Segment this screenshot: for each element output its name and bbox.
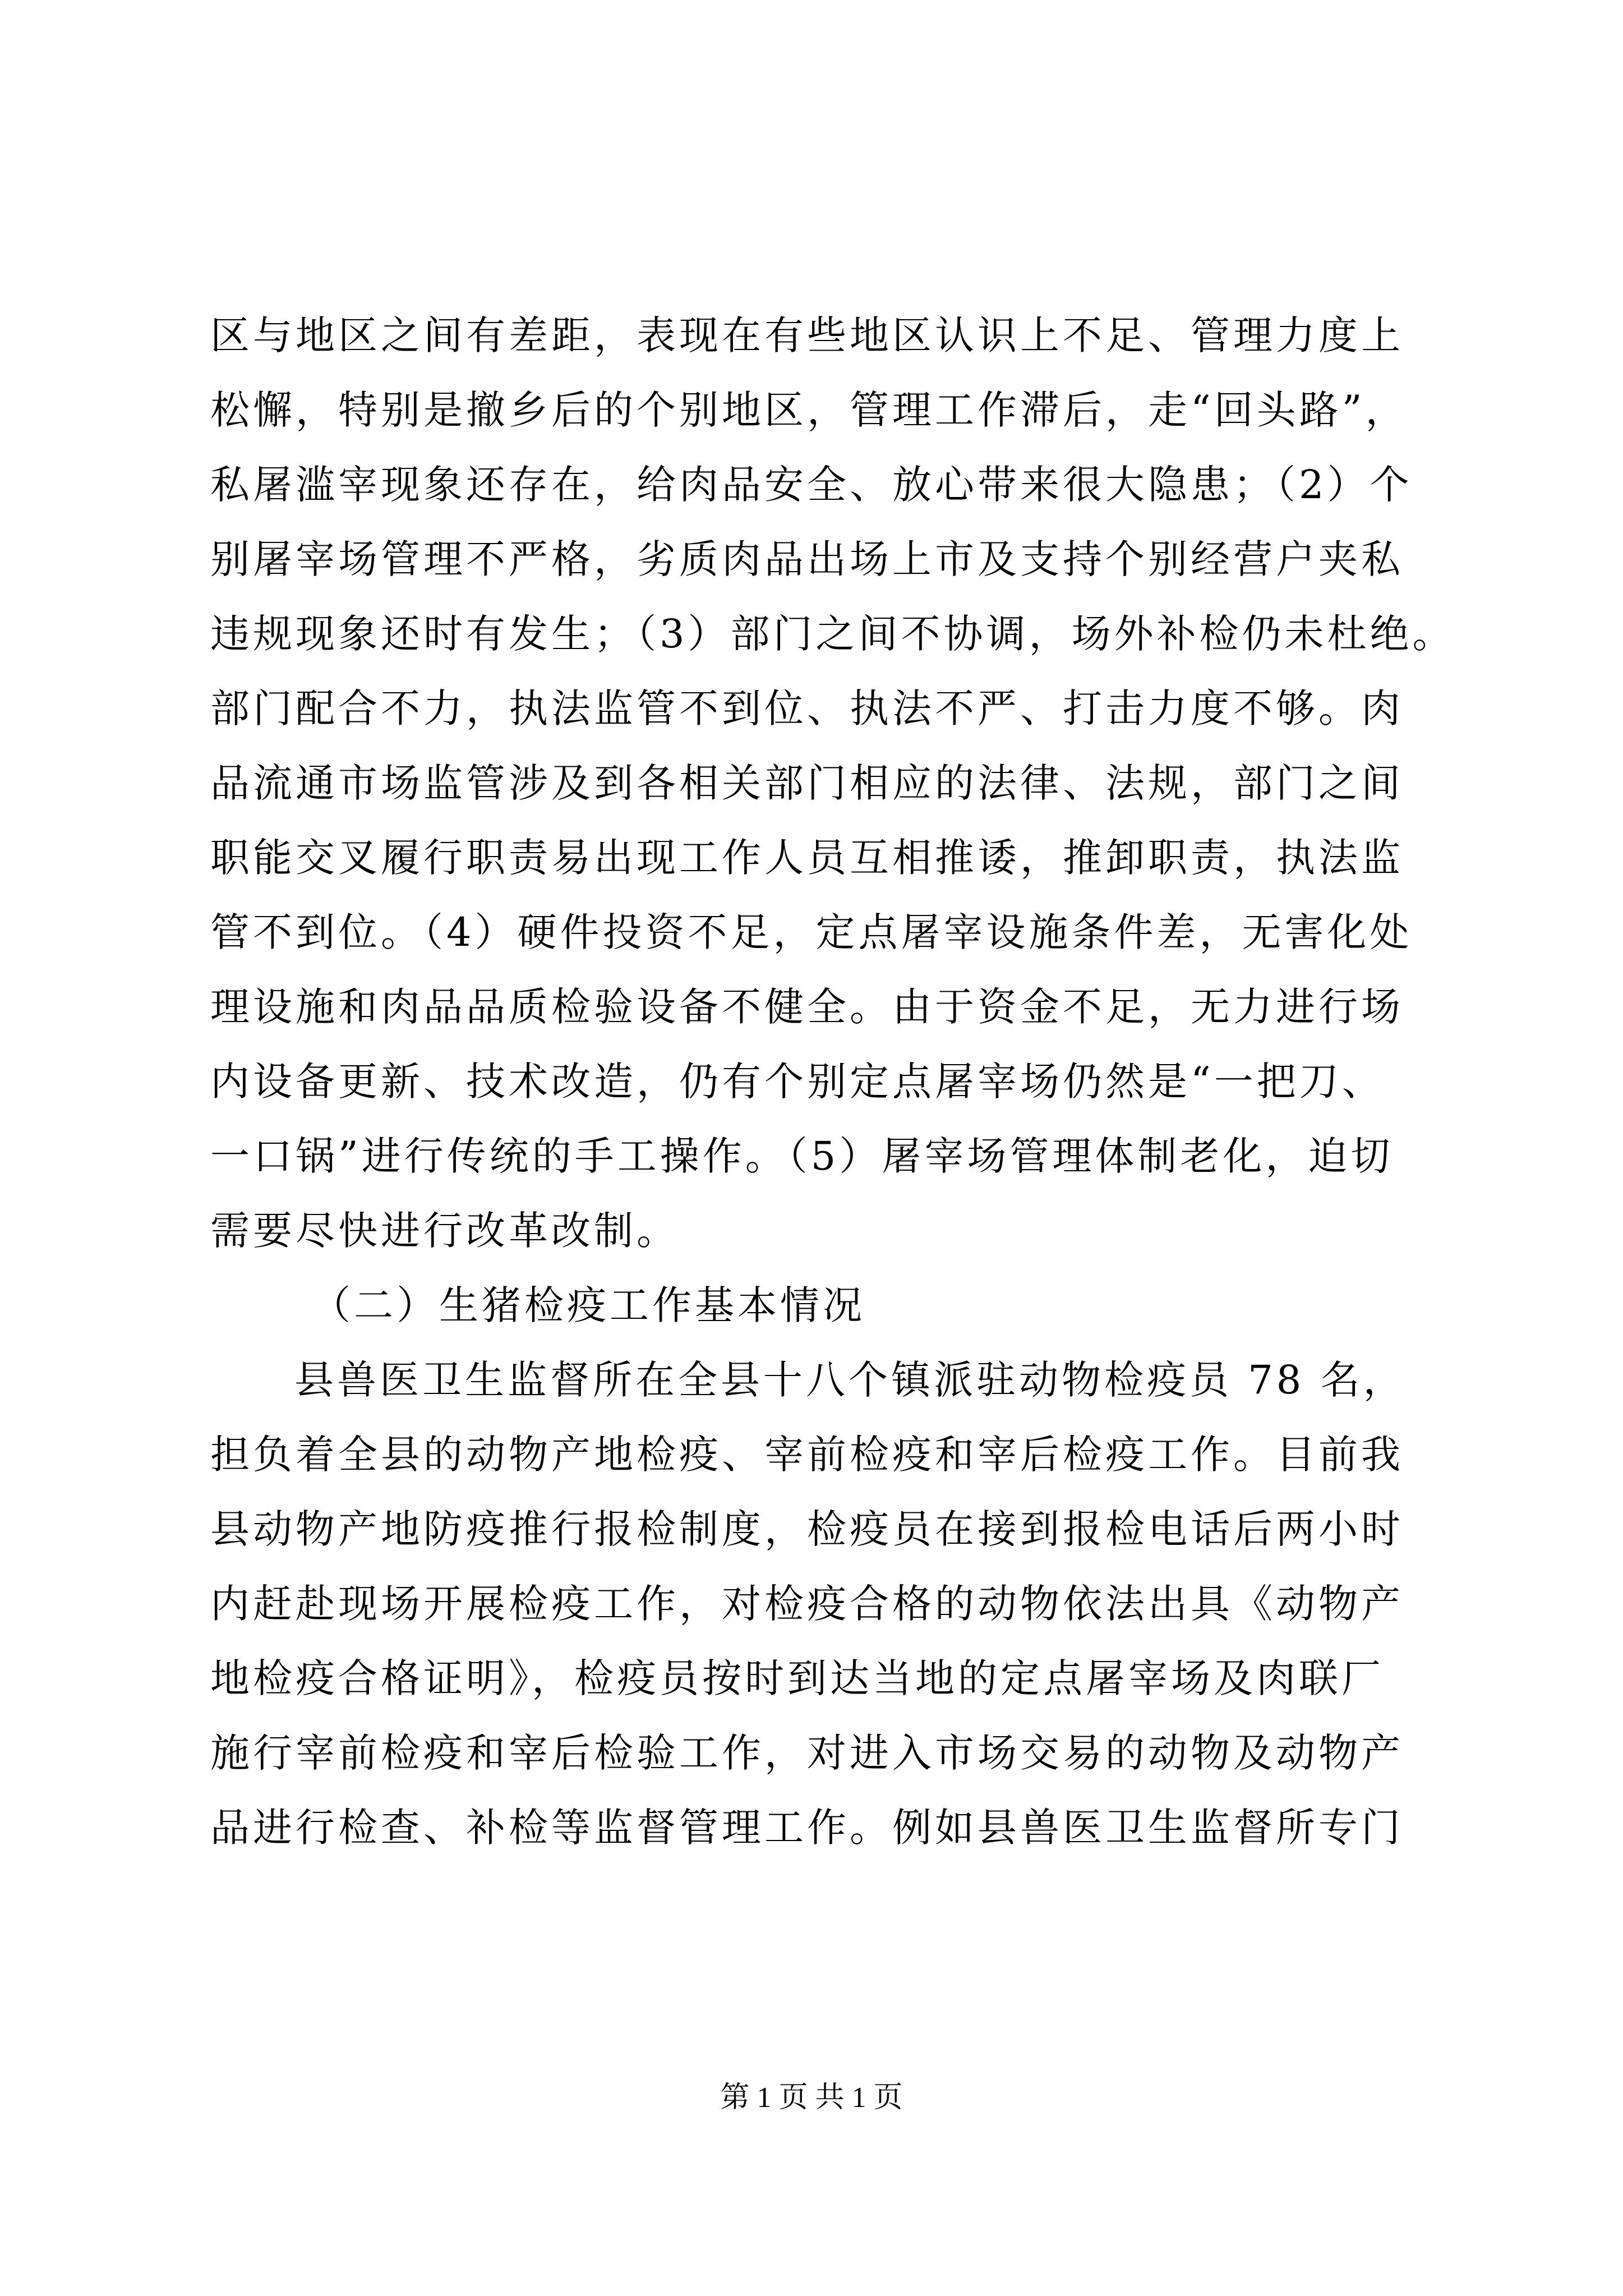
body-line: 违规现象还时有发生；（3）部门之间不协调，场外补检仍未杜绝。 <box>210 611 1455 657</box>
body-line: 品流通市场监管涉及到各相关部门相应的法律、法规，部门之间 <box>210 760 1404 806</box>
body-line: 内设备更新、技术改造，仍有个别定点屠宰场仍然是“一把刀、 <box>210 1059 1385 1105</box>
body-line: 私屠滥宰现象还存在，给肉品安全、放心带来很大隐患；（2）个 <box>210 462 1413 508</box>
document-body <box>210 298 1455 1865</box>
body-line: 职能交叉履行职责易出现工作人员互相推诿，推卸职责，执法监 <box>210 835 1404 881</box>
body-line: 施行宰前检疫和宰后检验工作，对进入市场交易的动物及动物产 <box>210 1730 1404 1776</box>
body-line: 内赶赴现场开展检疫工作，对检疫合格的动物依法出具《动物产 <box>210 1581 1404 1627</box>
body-line: 部门配合不力，执法监管不到位、执法不严、打击力度不够。肉 <box>210 685 1404 731</box>
body-line: 管不到位。（4）硬件投资不足，定点屠宰设施条件差，无害化处 <box>210 909 1413 955</box>
body-line: 县动物产地防疫推行报检制度，检疫员在接到报检电话后两小时 <box>210 1506 1404 1552</box>
body-line: 县兽医卫生监督所在全县十八个镇派驻动物检疫员 78 名， <box>294 1357 1406 1403</box>
page-number-footer: 第 1 页 共 1 页 <box>720 2082 903 2114</box>
body-line: 一口锅”进行传统的手工操作。（5）屠宰场管理体制老化，迫切 <box>210 1133 1394 1179</box>
body-line: 担负着全县的动物产地检疫、宰前检疫和宰后检疫工作。目前我 <box>210 1432 1404 1478</box>
body-line: 区与地区之间有差距，表现在有些地区认识上不足、管理力度上 <box>210 312 1404 358</box>
body-line: 品进行检查、补检等监督管理工作。例如县兽医卫生监督所专门 <box>210 1805 1404 1851</box>
body-line: 需要尽快进行改革改制。 <box>210 1208 679 1254</box>
body-line: 地检疫合格证明》，检疫员按时到达当地的定点屠宰场及肉联厂 <box>210 1655 1384 1701</box>
body-line: 别屠宰场管理不严格，劣质肉品出场上市及支持个别经营户夹私 <box>210 536 1404 582</box>
body-line: 理设施和肉品品质检验设备不健全。由于资金不足，无力进行场 <box>210 984 1404 1030</box>
body-line: 松懈，特别是撤乡后的个别地区，管理工作滞后，走“回头路”， <box>210 387 1408 433</box>
section-heading: （二）生猪检疫工作基本情况 <box>311 1282 865 1328</box>
